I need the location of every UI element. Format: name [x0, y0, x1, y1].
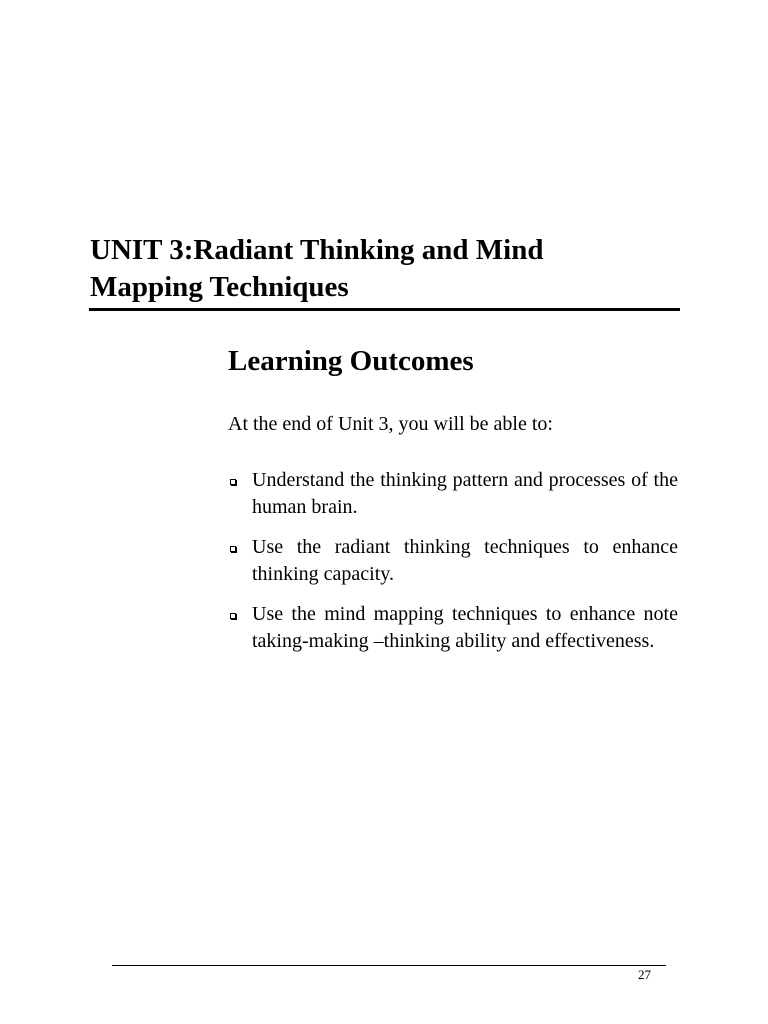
title-divider: [89, 308, 680, 311]
list-item-text: Use the radiant thinking techniques to enhance thinking capacity.: [252, 536, 678, 585]
unit-title: [90, 232, 680, 306]
list-item: [228, 467, 678, 521]
list-item-text: Understand the thinking pattern and processes of the human brain.: [252, 469, 678, 518]
list-item: [228, 601, 678, 655]
unit-title-line-2: Mapping Techniques: [90, 271, 349, 303]
unit-title-line-1: UNIT 3:Radiant Thinking and Mind: [90, 234, 544, 266]
list-item: [228, 534, 678, 588]
list-item-text: Use the mind mapping techniques to enhance note taking-making –thinking ability and effectiveness.: [252, 603, 678, 652]
footer-divider: [112, 965, 666, 966]
square-bullet-icon: [230, 613, 236, 619]
learning-outcomes-list: [228, 467, 678, 668]
square-bullet-icon: [230, 479, 236, 485]
learning-outcomes-intro: At the end of Unit 3, you will be able to:: [228, 413, 553, 435]
learning-outcomes-heading: Learning Outcomes: [228, 345, 474, 377]
square-bullet-icon: [230, 546, 236, 552]
page-number: 27: [638, 967, 651, 982]
